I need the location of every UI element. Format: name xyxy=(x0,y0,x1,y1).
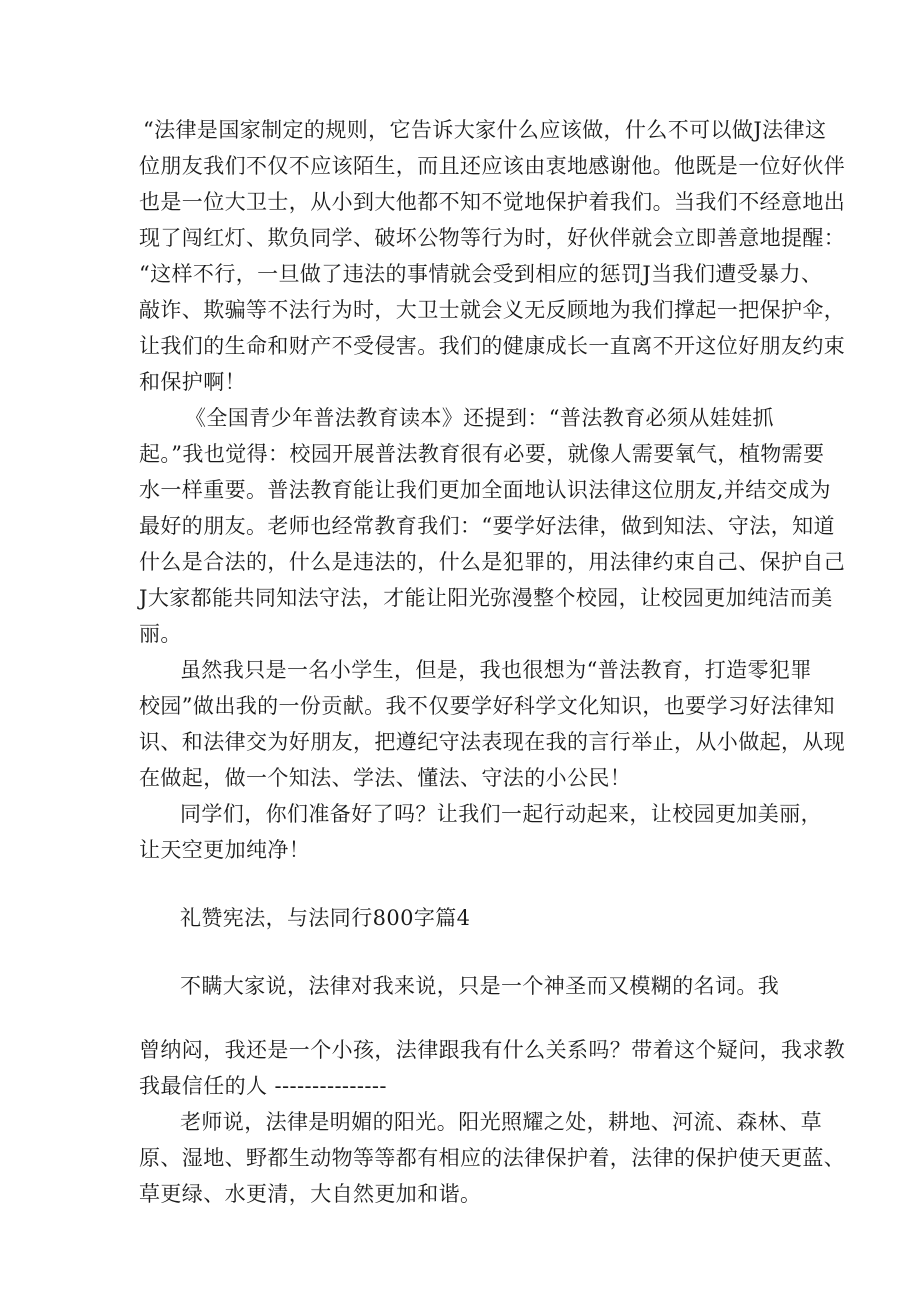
text-line: 让我们的生命和财产不受侵害。我们的健康成长一直离不开这位好朋友约束 xyxy=(139,334,846,358)
text-line: 同学们，你们准备好了吗？让我们一起行动起来，让校园更加美丽， xyxy=(180,802,822,826)
section-heading: 礼赞宪法，与法同行800字篇4 xyxy=(180,906,471,930)
text-line: J大家都能共同知法守法，才能让阳光弥漫整个校园，让校园更加纯洁而美 xyxy=(139,586,833,610)
text-line: 草更绿、水更清，大自然更加和谐。 xyxy=(139,1182,482,1206)
text-line: “法律是国家制定的规则，它告诉大家什么应该做，什么不可以做J法律这 xyxy=(143,118,827,142)
text-line: 最好的朋友。老师也经常教育我们：“要学好法律，做到知法、守法，知道 xyxy=(139,514,835,538)
text-line: 位朋友我们不仅不应该陌生，而且还应该由衷地感谢他。他既是一位好伙伴 xyxy=(139,154,846,178)
text-line: 我最信任的人 --------------- xyxy=(139,1074,387,1098)
text-line: 什么是合法的，什么是违法的，什么是犯罪的，用法律约束自己、保护自己 xyxy=(139,550,846,574)
text-line: 和保护啊！ xyxy=(139,370,246,394)
text-line: 不瞒大家说，法律对我来说，只是一个神圣而又模糊的名词。我 xyxy=(180,974,780,998)
text-line: “这样不行，一旦做了违法的事情就会受到相应的惩罚J当我们遭受暴力、 xyxy=(139,262,823,286)
text-line: 水一样重要。普法教育能让我们更加全面地认识法律这位朋友,并结交成为 xyxy=(139,478,831,502)
text-line: 让天空更加纯净！ xyxy=(139,838,311,862)
text-line: 《全国青少年普法教育读本》还提到：“普法教育必须从娃娃抓 xyxy=(185,406,774,430)
text-line: 起。”我也觉得：校园开展普法教育很有必要，就像人需要氧气，植物需要 xyxy=(139,442,825,466)
text-line: 也是一位大卫士，从小到大他都不知不觉地保护着我们。当我们不经意地出 xyxy=(139,190,846,214)
text-line: 虽然我只是一名小学生，但是，我也很想为“普法教育，打造零犯罪 xyxy=(180,658,812,682)
text-line: 老师说，法律是明媚的阳光。阳光照耀之处，耕地、河流、森林、草 xyxy=(180,1110,822,1134)
text-line: 在做起，做一个知法、学法、懂法、守法的小公民！ xyxy=(139,766,632,790)
text-line: 现了闯红灯、欺负同学、破坏公物等行为时，好伙伴就会立即善意地提醒： xyxy=(139,226,846,250)
text-line: 原、湿地、野都生动物等等都有相应的法律保护着，法律的保护使天更蓝、 xyxy=(139,1146,846,1170)
text-line: 敲诈、欺骗等不法行为时，大卫士就会义无反顾地为我们撑起一把保护伞， xyxy=(139,298,846,322)
text-line: 曾纳闷，我还是一个小孩，法律跟我有什么关系吗？带着这个疑问，我求教 xyxy=(139,1038,846,1062)
text-line: 校园”做出我的一份贡献。我不仅要学好科学文化知识，也要学习好法律知 xyxy=(139,694,835,718)
text-line: 丽。 xyxy=(139,622,182,646)
text-line: 识、和法律交为好朋友，把遵纪守法表现在我的言行举止，从小做起，从现 xyxy=(139,730,846,754)
